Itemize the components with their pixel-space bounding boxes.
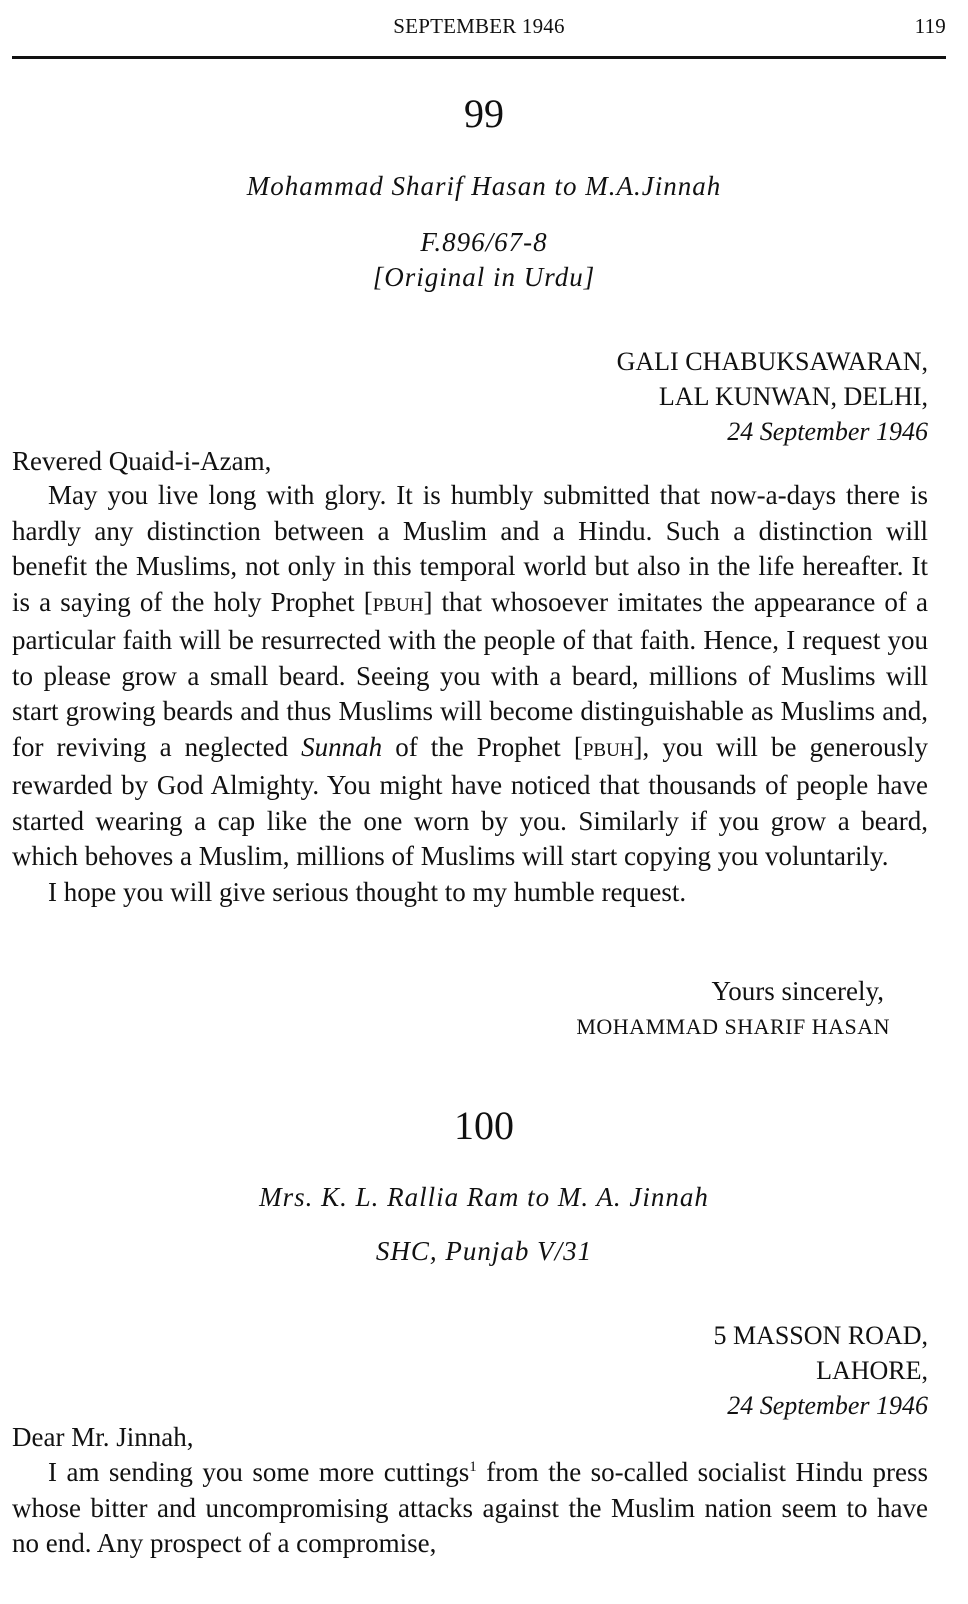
sunnah-italic: Sunnah bbox=[301, 731, 383, 762]
letter-body-100 bbox=[12, 1455, 928, 1562]
header-rule bbox=[12, 56, 946, 59]
document-number-99: 99 bbox=[464, 91, 504, 136]
sender-address-100 bbox=[713, 1318, 928, 1423]
footnote-marker: 1 bbox=[469, 1459, 477, 1475]
letter-paragraph: May you live long with glory. It is humbly submitted that now-a-days there is hardly any distinction between a Muslim and a Hindu. Such a distinction will benefit the Muslims, not only in this temporal world but also in the life hereafter. It is a saying of the holy Prophet [PBUH] that whosoever imitates the appearance of a particular faith will be resurrected with the people of that faith. Hence, I request you to please grow a small beard. Seeing you with a beard, millions of Muslims will start growing beards and thus Muslims will become distinguishable as Muslims and, for reviving a neglected Sunnah of the Prophet [PBUH], you will be generously rewarded by God Almighty. You might have noticed that thousands of people have started wearing a cap like the one worn by you. Similarly if you grow a beard, which behoves a Muslim, millions of Muslims will start copying you voluntarily. bbox=[12, 480, 929, 871]
pbuh-smallcaps: PBUH bbox=[582, 739, 634, 761]
running-title: SEPTEMBER 1946 bbox=[393, 14, 565, 38]
document-reference-99: F.896/67-8 bbox=[420, 227, 548, 257]
letter-date: 24 September 1946 bbox=[727, 1391, 928, 1420]
salutation-99: Revered Quaid-i-Azam, bbox=[12, 446, 272, 476]
address-line: 5 MASSON ROAD, bbox=[713, 1321, 928, 1350]
address-line: LAHORE, bbox=[816, 1356, 928, 1385]
document-reference-100: SHC, Punjab V/31 bbox=[375, 1236, 593, 1266]
document-title-99: Mohammad Sharif Hasan to M.A.Jinnah bbox=[246, 171, 722, 201]
letter-paragraph: I hope you will give serious thought to my humble request. bbox=[48, 876, 687, 907]
address-line: GALI CHABUKSAWARAN, bbox=[616, 347, 928, 376]
document-number-100: 100 bbox=[454, 1103, 514, 1148]
sender-address-99 bbox=[617, 344, 928, 449]
letter-date: 24 September 1946 bbox=[727, 417, 928, 446]
salutation-100: Dear Mr. Jinnah, bbox=[12, 1422, 194, 1452]
pbuh-smallcaps: PBUH bbox=[372, 594, 424, 616]
letter-body-99 bbox=[12, 478, 928, 910]
letter-paragraph: I am sending you some more cuttings$^1$ from the so-called socialist Hindu press whose bitter and uncompromising attacks against the Muslim nation seem to have no end. Any prospect of a compromise, bbox=[12, 1457, 928, 1558]
document-note-99: [Original in Urdu] bbox=[372, 262, 596, 292]
running-header bbox=[12, 14, 946, 40]
closing-99: Yours sincerely, bbox=[711, 976, 884, 1006]
page-number: 119 bbox=[914, 14, 946, 38]
document-title-100: Mrs. K. L. Rallia Ram to M. A. Jinnah bbox=[259, 1182, 709, 1212]
address-line: LAL KUNWAN, DELHI, bbox=[658, 382, 928, 411]
signature-99: MOHAMMAD SHARIF HASAN bbox=[576, 1014, 890, 1039]
